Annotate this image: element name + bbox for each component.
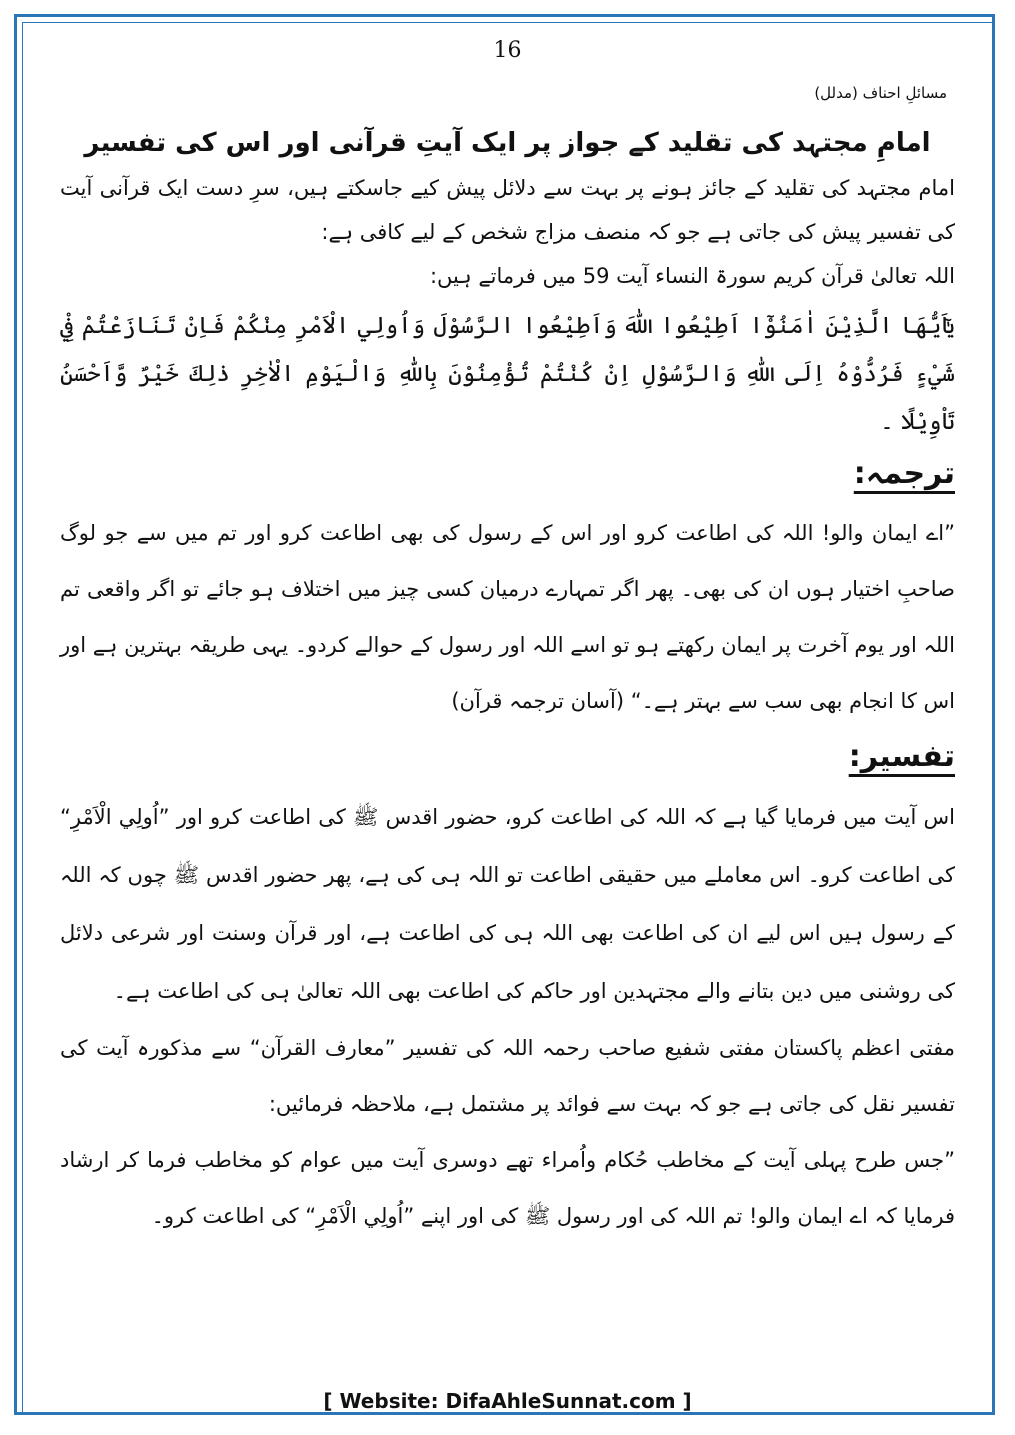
website-footer: [ Website: DifaAhleSunnat.com ] bbox=[323, 1389, 692, 1413]
intro-paragraph: امام مجتہد کی تقلید کے جائز ہونے پر بہت سے دلائل پیش کیے جاسکتے ہیں، سرِ دست ایک قرآنی آیت کی تفسیر پیش کی جاتی ہے جو کہ منصف مزاج شخص کے لیے کافی ہے: bbox=[60, 176, 955, 244]
tafseer-heading: تفسیر: bbox=[848, 739, 955, 774]
page-number: 16 bbox=[493, 38, 522, 63]
page-content bbox=[60, 128, 955, 1244]
tafseer-paragraph-2: مفتی اعظم پاکستان مفتی شفیع صاحب رحمہ اللہ کی تفسیر ”معارف القرآن“ سے مذکورہ آیت کی تفسیر نقل کی جاتی ہے جو کہ بہت سے فوائد پر مشتمل ہے، ملاحظہ فرمائیں: bbox=[60, 1036, 955, 1116]
book-title: مسائلِ احناف (مدلل) bbox=[814, 84, 947, 102]
translation-source: (آسان ترجمہ قرآن) bbox=[451, 689, 625, 713]
main-title: امامِ مجتہد کی تقلید کے جواز پر ایک آیتِ قرآنی اور اس کی تفسیر bbox=[84, 128, 931, 158]
tafseer-paragraph-3: ”جس طرح پہلی آیت کے مخاطب حُکام واُمراء تھے دوسری آیت میں عوام کو مخاطب فرما کر ارشاد فرمایا کہ اے ایمان والو! تم اللہ کی اور رسول ﷺ کی اور اپنے ”اُولِي الْاَمْرِ“ کی اطاعت کرو۔ bbox=[60, 1148, 955, 1228]
translation-text bbox=[60, 505, 955, 729]
tafseer-paragraph-1: اس آیت میں فرمایا گیا ہے کہ اللہ کی اطاعت کرو، حضور اقدس ﷺ کی اطاعت کرو اور ”اُولِي الْاَمْرِ“ کی اطاعت کرو۔ اس معاملے میں حقیقی اطاعت تو اللہ ہی کی ہے، پھر حضور اقدس ﷺ چوں کہ اللہ کے رسول ہیں اس لیے ان کی اطاعت بھی اللہ ہی کی اطاعت ہے، اور قرآن وسنت اور شرعی دلائل کی روشنی میں دین بتانے والے مجتہدین اور حاکم کی اطاعت بھی اللہ تعالیٰ ہی کی اطاعت ہے۔ bbox=[60, 805, 955, 1003]
translation-heading: ترجمہ: bbox=[853, 456, 955, 491]
translation-body: ”اے ایمان والو! اللہ کی اطاعت کرو اور اس کے رسول کی بھی اطاعت کرو اور تم میں سے جو لوگ صاحبِ اختیار ہوں ان کی بھی۔ پھر اگر تمہارے درمیان کسی چیز میں اختلاف ہو جائے تو اگر واقعی تم اللہ اور یوم آخرت پر ایمان رکھتے ہو تو اسے اللہ اور رسول کے حوالے کردو۔ یہی طریقہ بہترین ہے اور اس کا انجام بھی سب سے بہتر ہے۔“ bbox=[60, 521, 955, 713]
quran-ayah: يٰٓاَيُّهَا الَّذِيْنَ اٰمَنُوْٓا اَطِيْعُوا اللّٰهَ وَاَطِيْعُوا الرَّسُوْلَ وَاُولِي الْاَمْرِ مِنْكُمْ فَاِنْ تَنَازَعْتُمْ فِيْ شَيْءٍ فَرُدُّوْهُ اِلَى اللّٰهِ وَالرَّسُوْلِ اِنْ كُنْتُمْ تُؤْمِنُوْنَ بِاللّٰهِ وَالْيَوْمِ الْاٰخِرِ ذٰلِكَ خَيْرٌ وَّاَحْسَنُ تَاْوِيْلًا ۔ bbox=[60, 313, 955, 435]
intro-reference: اللہ تعالیٰ قرآن کریم سورۃ النساء آیت 59 میں فرماتے ہیں: bbox=[429, 264, 955, 288]
